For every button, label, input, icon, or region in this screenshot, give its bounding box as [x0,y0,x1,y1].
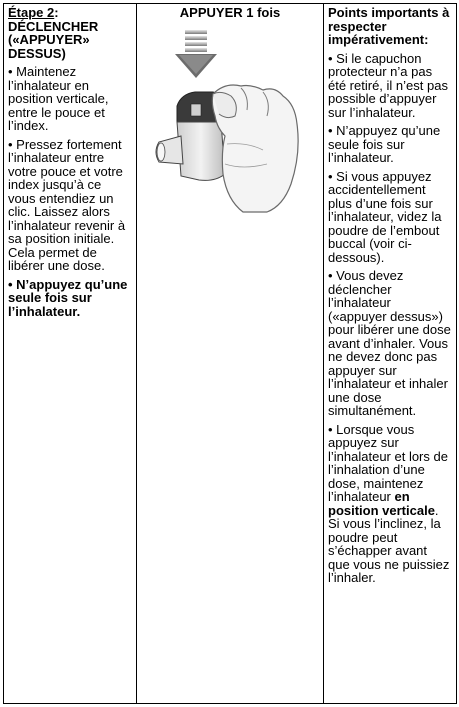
hand-icon [212,85,298,212]
step-heading [8,6,132,60]
step-paragraph-1: • Maintenez l’inhalateur en position verticale, entre le pouce et l’index. [8,64,109,133]
step-title: : DÉCLENCHER («APPUYER» DESSUS) [8,5,99,61]
hand-pressing-inhaler-illustration [155,24,305,214]
step-paragraph-2: • Pressez fortement l’inhalateur entre votre pouce et votre index jusqu’à ce vous entendiez un clic. Laissez alors l’inhalateur revenir à sa position initiale. Cela permet de libérer une dose. [8,136,126,273]
important-paragraph-5-start: • Lorsque vous appuyez sur l’inhalateur et lors de l’inhalation d’une dose, maintenez l’inhalateur [328,421,448,504]
important-paragraph-3: • Si vous appuyez accidentellement plus d’une fois sur l’inhalateur, videz la poudre de l’embout buccal (voir ci-dessous). [328,168,442,265]
important-paragraph-1: • Si le capuchon protecteur n’a pas été retiré, il n’est pas possible d’appuyer sur l’inhalateur. [328,50,448,120]
important-paragraph-5-bold: en position verticale [328,489,435,518]
instruction-table [3,3,457,704]
important-paragraph-5 [328,423,452,585]
step-label: Étape 2 [8,5,55,20]
important-heading: Points importants à respecter impérativement: [328,5,450,47]
figure-heading: APPUYER 1 fois [179,5,281,20]
figure-cell [137,4,324,704]
important-paragraph-5-end: . Si vous l’inclinez, la poudre peut s’échapper avant que vous ne puissiez l’inhaler. [328,502,450,585]
down-arrow-icon [175,30,217,78]
step-bold-note: • N’appuyez qu’une seule fois sur l’inhalateur. [8,276,128,319]
step-cell [4,4,137,704]
important-cell [324,4,457,704]
table-row [4,4,457,704]
important-paragraph-4: • Vous devez déclencher l’inhalateur («appuyer dessus») pour libérer une dose avant d’inhaler. Vous ne devez donc pas appuyer sur l’inhalateur et inhaler une dose simultanément. [328,268,451,418]
important-paragraph-2: • N’appuyez qu’une seule fois sur l’inhalateur. [328,123,441,165]
